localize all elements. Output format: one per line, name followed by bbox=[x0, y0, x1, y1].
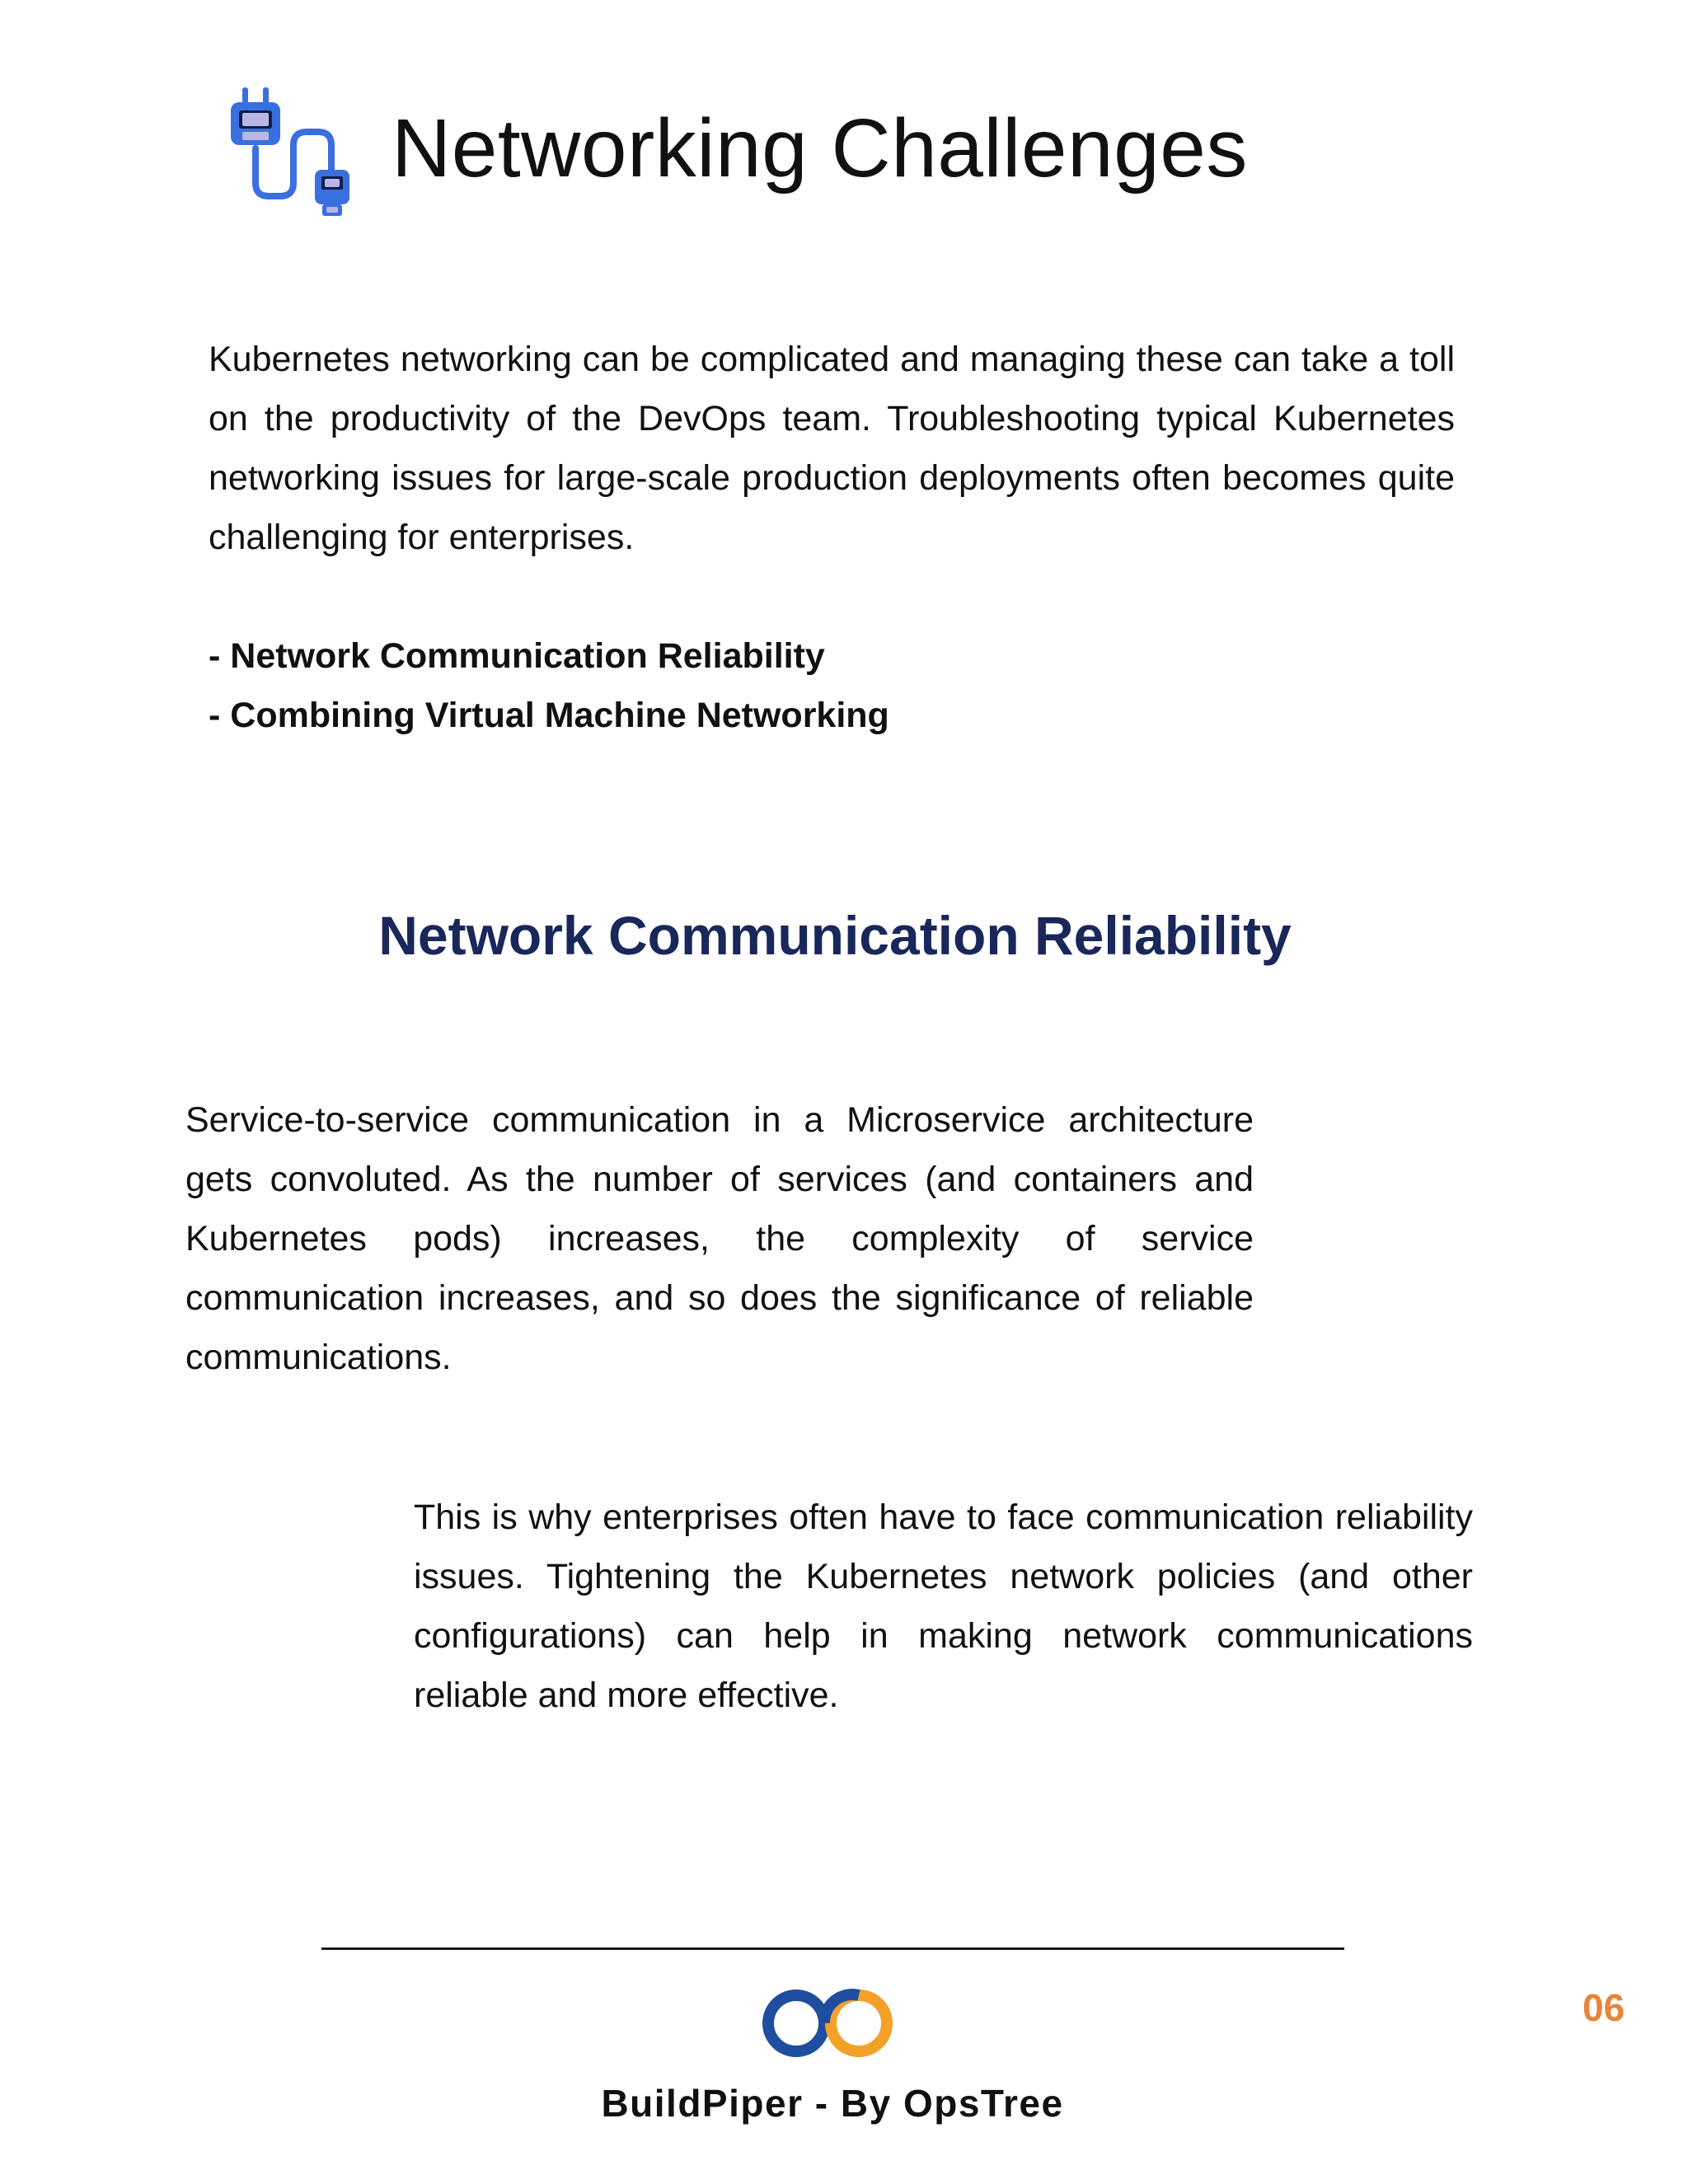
challenge-item: - Combining Virtual Machine Networking bbox=[209, 696, 889, 735]
challenge-list bbox=[209, 626, 889, 745]
challenge-item: - Network Communication Reliability bbox=[209, 636, 825, 676]
intro-paragraph: Kubernetes networking can be complicated and managing these can take a toll on the productivity of the DevOps team. Troubleshooting typical Kubernetes networking issues for large-scale production deployments often becomes quite challenging for enterprises. bbox=[209, 340, 1455, 557]
footer-divider bbox=[321, 1947, 1344, 1950]
footer-brand: BuildPiper - By OpsTree bbox=[601, 2082, 1064, 2125]
section-paragraph-2: This is why enterprises often have to face communication reliability issues. Tightening the Kubernetes network policies (and other configurations) can help in making network communications reliable and more effective. bbox=[414, 1497, 1473, 1715]
buildpiper-logo-icon bbox=[757, 1982, 898, 2064]
section-heading: Network Communication Reliability bbox=[378, 905, 1292, 966]
page-number: 06 bbox=[1582, 1986, 1625, 2029]
plug-cable-icon bbox=[223, 82, 371, 227]
page-title: Networking Challenges bbox=[392, 102, 1248, 194]
section-paragraph-1: Service-to-service communication in a Microservice architecture gets convoluted. As the number of services (and containers and Kubernetes pods) increases, the complexity of service communication increases, and so does the significance of reliable communications. bbox=[185, 1100, 1254, 1377]
